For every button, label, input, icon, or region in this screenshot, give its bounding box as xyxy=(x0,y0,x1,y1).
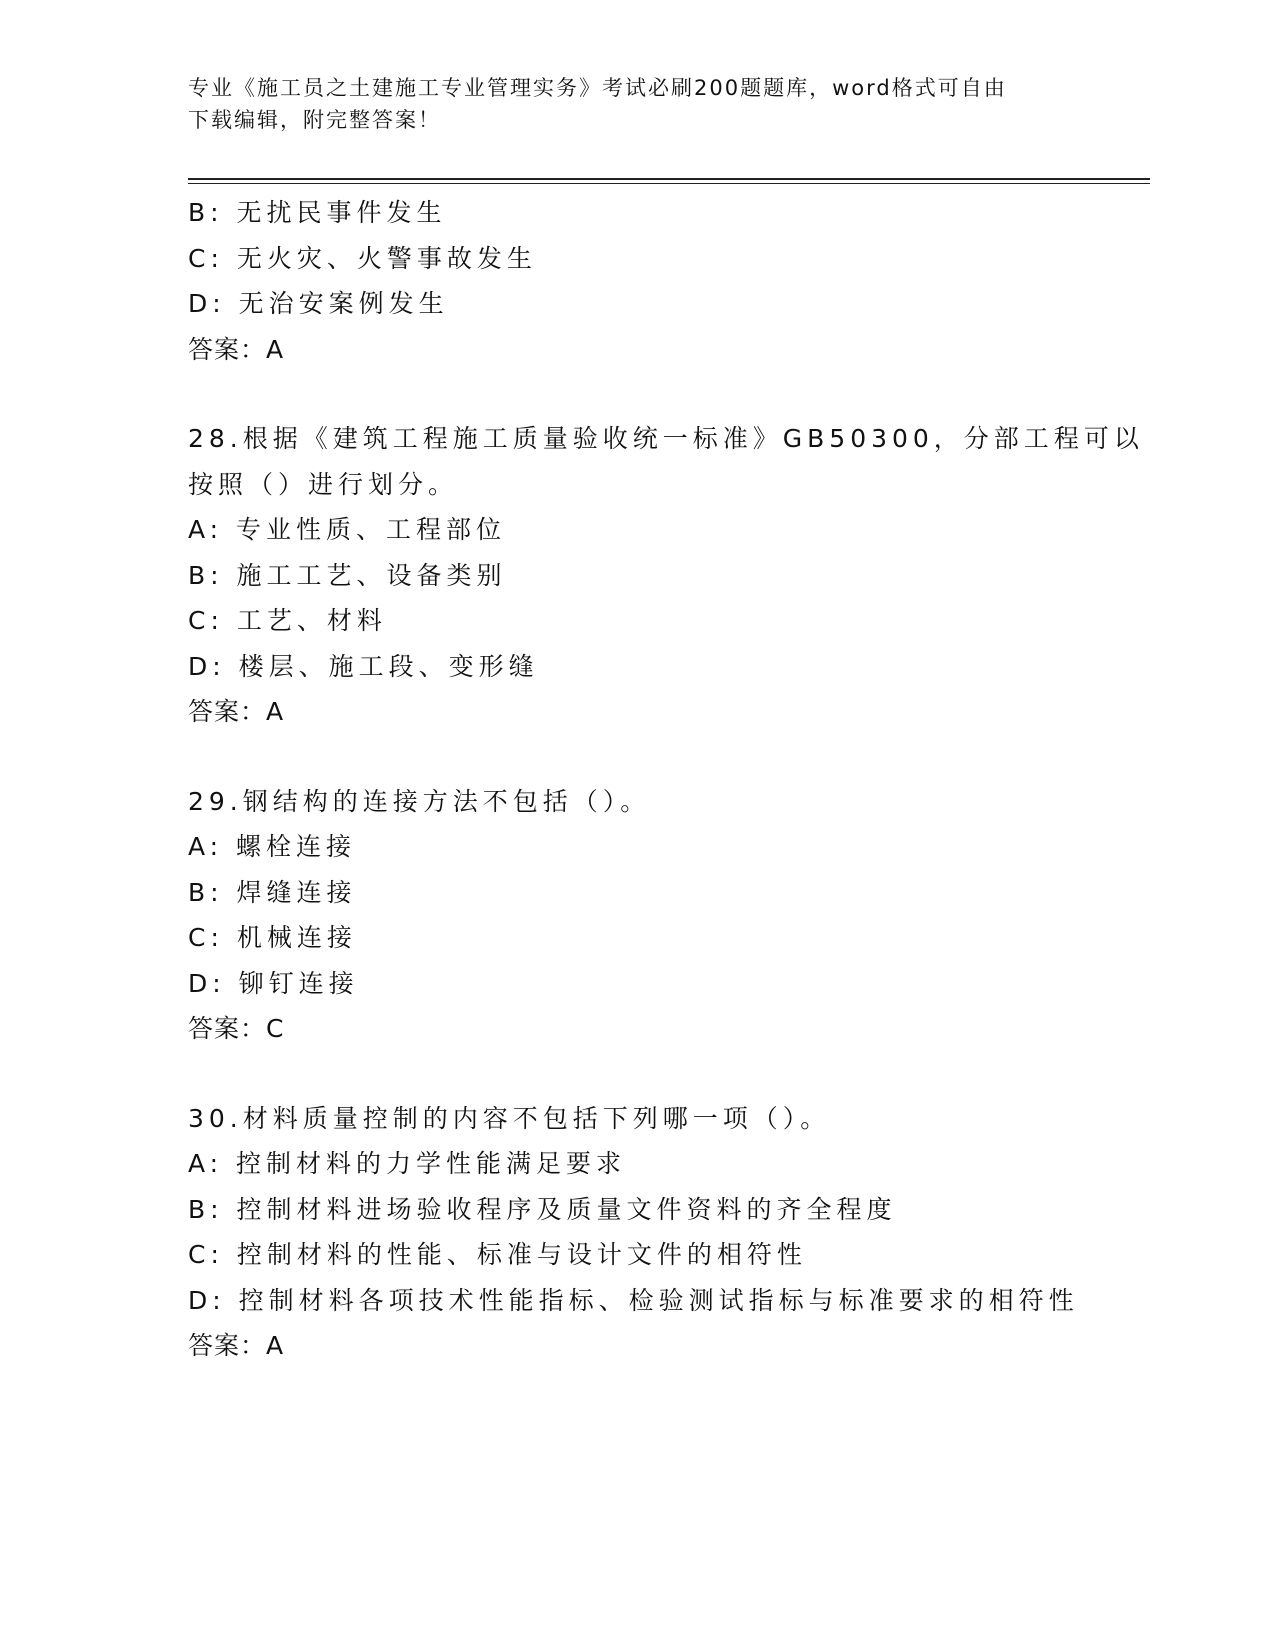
answer-line: 答案：C xyxy=(188,1014,285,1043)
option-b: B: 施工工艺、设备类别 xyxy=(188,560,507,590)
question-29 xyxy=(188,779,1188,1052)
option-d: D: 楼层、施工段、变形缝 xyxy=(188,651,539,681)
header-rule-thin xyxy=(188,183,1150,184)
document-header: 专业《施工员之土建施工专业管理实务》考试必刷200题题库，word格式可自由 下载编辑，附完整答案！ xyxy=(188,76,1007,132)
question-stem: 29.钢结构的连接方法不包括（）。 xyxy=(188,786,651,816)
question-content xyxy=(188,190,1188,1369)
option-b: B: 控制材料进场验收程序及质量文件资料的齐全程度 xyxy=(188,1194,897,1224)
answer-line: 答案：A xyxy=(188,334,285,364)
option-c: C: 机械连接 xyxy=(188,923,357,952)
continued-question xyxy=(188,190,1188,372)
question-stem: 30.材料质量控制的内容不包括下列哪一项（）。 xyxy=(188,1103,831,1133)
header-rule-thick xyxy=(188,178,1150,180)
option-a: A: 螺栓连接 xyxy=(188,832,357,861)
answer-line: 答案：A xyxy=(188,1331,285,1360)
question-stem: 28.根据《建筑工程施工质量验收统一标准》GB50300，分部工程可以 xyxy=(188,424,1144,453)
option-a: A: 控制材料的力学性能满足要求 xyxy=(188,1149,627,1178)
question-30 xyxy=(188,1096,1188,1369)
answer-line: 答案：A xyxy=(188,697,285,726)
option-b: B: 焊缝连接 xyxy=(188,877,357,907)
option-c: C: 无火灾、火警事故发生 xyxy=(188,243,537,273)
option-d: D: 无治安案例发生 xyxy=(188,289,449,318)
question-stem: 按照（）进行划分。 xyxy=(188,469,459,499)
option-a: A: 专业性质、工程部位 xyxy=(188,515,507,544)
question-28 xyxy=(188,416,1188,735)
option-d: D: 铆钉连接 xyxy=(188,968,359,998)
option-c: C: 工艺、材料 xyxy=(188,606,387,635)
option-c: C: 控制材料的性能、标准与设计文件的相符性 xyxy=(188,1240,807,1269)
option-b: B: 无扰民事件发生 xyxy=(188,198,447,227)
option-d: D: 控制材料各项技术性能指标、检验测试指标与标准要求的相符性 xyxy=(188,1285,1079,1315)
